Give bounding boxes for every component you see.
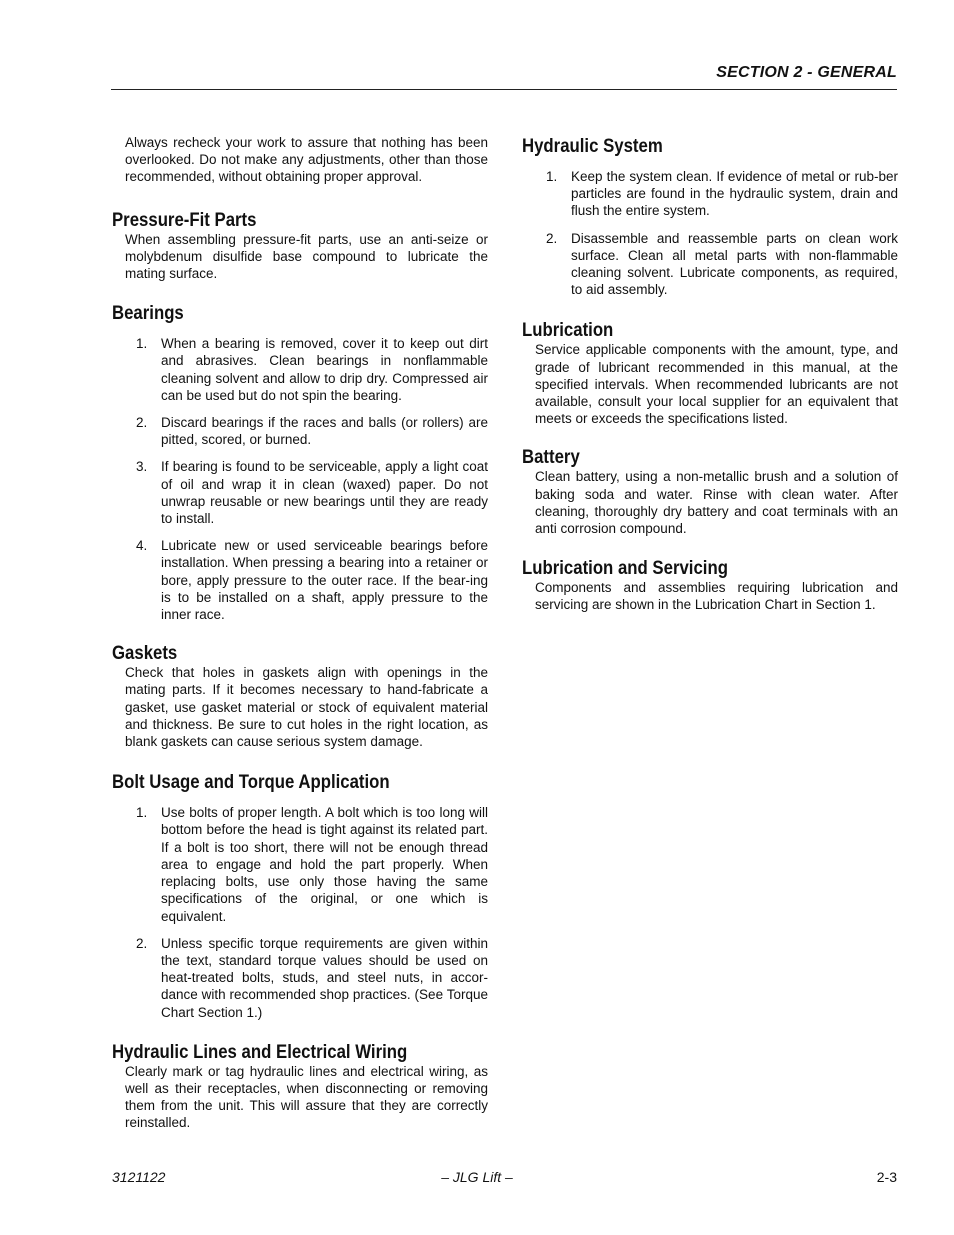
page-number: 2-3 bbox=[876, 1169, 897, 1185]
list-item-text: When a bearing is removed, cover it to keep out dirt and abrasives. Clean bearings in nonflammable cleaning solvent and allow to drip dry. Compressed air can be used but do not spin the bearing. bbox=[161, 336, 488, 403]
list-number: 1. bbox=[136, 805, 148, 821]
bolt-usage-list bbox=[112, 804, 488, 1020]
list-number: 2. bbox=[136, 415, 148, 431]
right-column bbox=[522, 134, 898, 614]
hydraulic-system-list bbox=[522, 168, 898, 298]
list-item bbox=[112, 804, 488, 924]
list-number: 2. bbox=[136, 935, 148, 951]
battery-text: Clean battery, using a non-metallic brush and a solution of baking soda and water. Rinse with clean water. After cleaning, thoroughly dry battery and coat terminals with an anti corrosion compound. bbox=[535, 469, 898, 537]
list-item bbox=[112, 458, 488, 527]
list-number: 3. bbox=[136, 459, 148, 475]
list-item bbox=[112, 935, 488, 1021]
footer-center-text: – JLG Lift – bbox=[441, 1169, 513, 1185]
section-title: SECTION 2 - GENERAL bbox=[716, 64, 897, 81]
list-item bbox=[112, 335, 488, 404]
heading-bolt-usage: Bolt Usage and Torque Application bbox=[112, 771, 390, 794]
document-number: 3121122 bbox=[112, 1169, 166, 1185]
list-item-text: Disassemble and reassemble parts on clean work surface. Clean all metal parts with non-flammable cleaning solvent. Lubricate components, as required, to aid assembly. bbox=[571, 230, 898, 298]
heading-hydraulic-lines: Hydraulic Lines and Electrical Wiring bbox=[112, 1040, 408, 1063]
heading-pressure-fit: Pressure-Fit Parts bbox=[112, 208, 257, 231]
list-item bbox=[112, 537, 488, 623]
left-column bbox=[112, 134, 488, 1132]
list-number: 2. bbox=[546, 230, 558, 246]
list-item-text: Lubricate new or used serviceable bearings before installation. When pressing a bearing into a retainer or bore, apply pressure to the outer race. If the bear-ing is to be installed on a shaft, apply pressure to the inner race. bbox=[161, 538, 488, 623]
lubrication-text: Service applicable components with the amount, type, and grade of lubricant recommended in this manual, at the specified intervals. When recommended lubricants are not available, consult your local supplier for an equivalent that meets or exceeds the specifications listed. bbox=[535, 342, 898, 427]
heading-bearings: Bearings bbox=[112, 302, 184, 325]
intro-paragraph: Always recheck your work to assure that nothing has been overlooked. Do not make any adjustments, other than those recommended, without obtaining proper approval. bbox=[125, 135, 488, 185]
list-item-text: Unless specific torque requirements are given within the text, standard torque values should be used on heat-treated bolts, studs, and steel nuts, in accor-dance with recommended shop practices. (See Torque Chart Section 1.) bbox=[161, 935, 488, 1020]
heading-gaskets: Gaskets bbox=[112, 642, 178, 665]
pressure-fit-text: When assembling pressure-fit parts, use an anti-seize or molybdenum disulfide base compound to lubricate the mating surface. bbox=[125, 231, 488, 282]
gaskets-text: Check that holes in gaskets align with openings in the mating parts. If it becomes necessary to hand-fabricate a gasket, use gasket material or stock of equivalent material and thickness. Be sure to cut holes in the right location, as blank gaskets can cause serious system damage. bbox=[125, 665, 488, 750]
lube-servicing-text: Components and assemblies requiring lubrication and servicing are shown in the Lubrication Chart in Section 1. bbox=[535, 580, 898, 613]
list-item-text: Discard bearings if the races and balls (or rollers) are pitted, scored, or burned. bbox=[161, 415, 488, 448]
heading-hydraulic-system: Hydraulic System bbox=[522, 135, 663, 157]
list-item-text: Use bolts of proper length. A bolt which is too long will bottom before the head is tight against its related part. If a bolt is too short, there will not be enough thread area to engage and hold the part properly. When replacing bolts, use only those having the same specifications of the original, or one which is equivalent. bbox=[161, 805, 488, 924]
list-number: 4. bbox=[136, 538, 148, 554]
heading-battery: Battery bbox=[522, 446, 580, 469]
list-item bbox=[522, 168, 898, 220]
header-divider bbox=[111, 89, 897, 90]
list-number: 1. bbox=[546, 169, 558, 184]
list-item-text: Keep the system clean. If evidence of metal or rub-ber particles are found in the hydraulic system, drain and flush the entire system. bbox=[571, 169, 898, 219]
hydraulic-lines-text: Clearly mark or tag hydraulic lines and electrical wiring, as well as their receptacles, when disconnecting or removing them from the unit. This will assure that they are correctly reinstalled. bbox=[125, 1063, 488, 1131]
list-item bbox=[522, 230, 898, 299]
heading-lube-servicing: Lubrication and Servicing bbox=[522, 557, 728, 580]
bearings-list bbox=[112, 335, 488, 623]
list-number: 1. bbox=[136, 336, 148, 352]
list-item-text: If bearing is found to be serviceable, apply a light coat of oil and wrap it in clean (waxed) paper. Do not unwrap reusable or new bearings until they are ready to install. bbox=[161, 459, 488, 527]
heading-lubrication: Lubrication bbox=[522, 319, 614, 342]
list-item bbox=[112, 414, 488, 448]
